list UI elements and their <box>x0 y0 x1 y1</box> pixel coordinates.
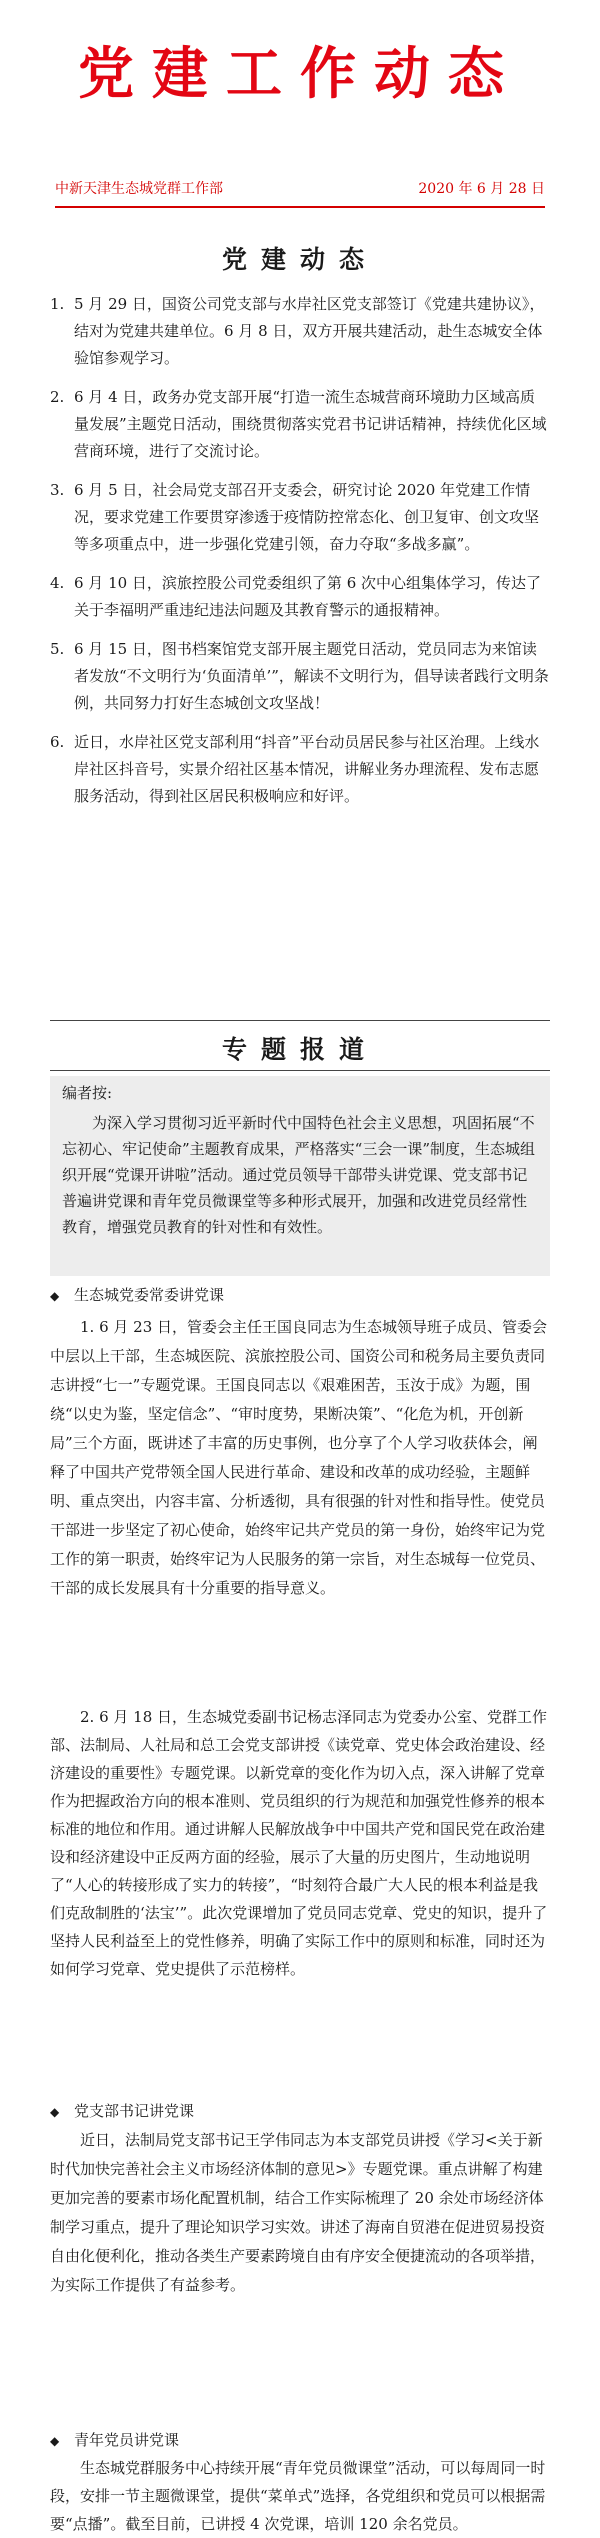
news-list <box>50 291 550 822</box>
section-divider-top <box>50 1020 550 1021</box>
news-item <box>50 384 550 465</box>
issuer: 中新天津生态城党群工作部 <box>55 181 223 197</box>
news-item <box>50 570 550 624</box>
paragraph: 生态城党群服务中心持续开展“青年党员微课堂”活动，可以每周同一时段，安排一节主题微课堂，提供“菜单式”选择，各党组织和党员可以根据需要“点播”。截至目前，已讲授 4 次党课，培训 120 余名党员。 <box>50 2459 546 2533</box>
header-divider <box>55 206 545 208</box>
news-number: 6. <box>50 733 65 751</box>
paragraph: 1. 6 月 23 日，管委会主任王国良同志为生态城领导班子成员、管委会中层以上干部，生态城医院、滨旅控股公司、国资公司和税务局主要负责同志讲授“七一”专题党课。王国良同志以《艰难困苦，玉汝于成》为题，围绕“以史为鉴，坚定信念”、“审时度势，果断决策”、“化危为机，开创新局”三个方面，既讲述了丰富的历史事例，也分享了个人学习收获体会，阐释了中国共产党带领全国人民进行革命、建设和改革的成功经验，主题鲜明、重点突出，内容丰富、分析透彻，具有很强的针对性和指导性。使党员干部进一步坚定了初心使命，始终牢记共产党员的第一身份，始终牢记为党工作的第一职责，始终牢记为人民服务的第一宗旨，对生态城每一位党员、干部的成长发展具有十分重要的指导意义。 <box>50 1318 548 1597</box>
editor-note-box <box>50 1076 550 1276</box>
subsection-title: 党支部书记讲党课 <box>74 2102 195 2120</box>
news-item <box>50 729 550 810</box>
news-text: 近日，水岸社区党支部利用“抖音”平台动员居民参与社区治理。上线水岸社区抖音号，实景介绍社区基本情况，讲解业务办理流程、发布志愿服务活动，得到社区居民积极响应和好评。 <box>74 733 540 805</box>
subsection-title: 生态城党委常委讲党课 <box>74 1286 225 1304</box>
editor-note-text: 为深入学习贯彻习近平新时代中国特色社会主义思想，巩固拓展“不忘初心、牢记使命”主题教育成果，严格落实“三会一课”制度，生态城组织开展“党课开讲啦”活动。通过党员领导干部带头讲党课、党支部书记普遍讲党课和青年党员微课堂等多种形式展开，加强和改进党员经常性教育，增强党员教育的针对性和有效性。 <box>62 1114 536 1236</box>
news-text: 5 月 29 日，国资公司党支部与水岸社区党支部签订《党建共建协议》，结对为党建共建单位。6 月 8 日，双方开展共建活动，赴生态城安全体验馆参观学习。 <box>74 295 545 367</box>
news-number: 1. <box>50 295 65 313</box>
diamond-bullet-icon: ◆ <box>50 2105 60 2119</box>
news-item <box>50 291 550 372</box>
section-title-feature: 专题报道 <box>221 1035 378 1064</box>
subsection-heading <box>50 1283 550 1308</box>
diamond-bullet-icon: ◆ <box>50 1289 60 1303</box>
news-number: 2. <box>50 388 65 406</box>
masthead-title: 党建工作动态 <box>78 41 522 107</box>
subsection-heading <box>50 2099 550 2124</box>
paragraph: 2. 6 月 18 日，生态城党委副书记杨志泽同志为党委办公室、党群工作部、法制局、人社局和总工会党支部讲授《读党章、党史体会政治建设、经济建设的重要性》专题党课。以新党章的变化作为切入点，深入讲解了党章作为把握政治方向的根本准则、党员组织的行为规范和加强党性修养的根本标准的地位和作用。通过讲解人民解放战争中中国共产党和国民党在政治建设和经济建设中正反两方面的经验，展示了大量的历史图片，生动地说明了“人心的转接形成了实力的转接”，“时刻符合最广大人民的根本利益是我们克敌制胜的‘法宝’”。此次党课增加了党员同志党章、党史的知识，提升了坚持人民利益至上的党性修养，明确了实际工作中的原则和标准，同时还为如何学习党章、党史提供了示范榜样。 <box>50 1708 548 1978</box>
news-number: 3. <box>50 481 65 499</box>
section-title-news: 党建动态 <box>221 245 378 274</box>
diamond-bullet-icon: ◆ <box>50 2434 60 2448</box>
paragraph: 近日，法制局党支部书记王学伟同志为本支部党员讲授《学习<关于新时代加快完善社会主义市场经济体制的意见>》专题党课。重点讲解了构建更加完善的要素市场化配置机制，结合工作实际梳理了 20 余处市场经济体制学习重点，提升了理论知识学习实效。讲述了海南自贸港在促进贸易投资自由化便利化，推动各类生产要素跨境自由有序安全便捷流动的各项举措，为实际工作提供了有益参考。 <box>50 2131 546 2294</box>
news-text: 6 月 5 日，社会局党支部召开支委会，研究讨论 2020 年党建工作情况，要求党建工作要贯穿渗透于疫情防控常态化、创卫复审、创文攻坚等多项重点中，进一步强化党建引领，奋力夺取“多战多赢”。 <box>74 481 540 553</box>
issue-date: 2020 年 6 月 28 日 <box>418 181 545 197</box>
news-number: 4. <box>50 574 65 592</box>
section-divider-bottom <box>50 1070 550 1071</box>
news-item <box>50 477 550 558</box>
editor-note-label: 编者按: <box>62 1084 113 1102</box>
news-item <box>50 636 550 717</box>
news-number: 5. <box>50 640 65 658</box>
issuer-row <box>55 178 545 200</box>
subsection-title: 青年党员讲党课 <box>74 2431 180 2449</box>
news-text: 6 月 4 日，政务办党支部开展“打造一流生态城营商环境助力区域高质量发展”主题党日活动，围绕贯彻落实党君书记讲话精神，持续优化区域营商环境，进行了交流讨论。 <box>74 388 547 460</box>
news-text: 6 月 10 日，滨旅控股公司党委组织了第 6 次中心组集体学习，传达了关于李福明严重违纪违法问题及其教育警示的通报精神。 <box>74 574 542 619</box>
subsection-heading <box>50 2428 550 2453</box>
news-text: 6 月 15 日，图书档案馆党支部开展主题党日活动，党员同志为来馆读者发放“不文明行为‘负面清单’”，解读不文明行为，倡导读者践行文明条例，共同努力打好生态城创文攻坚战！ <box>74 640 549 712</box>
